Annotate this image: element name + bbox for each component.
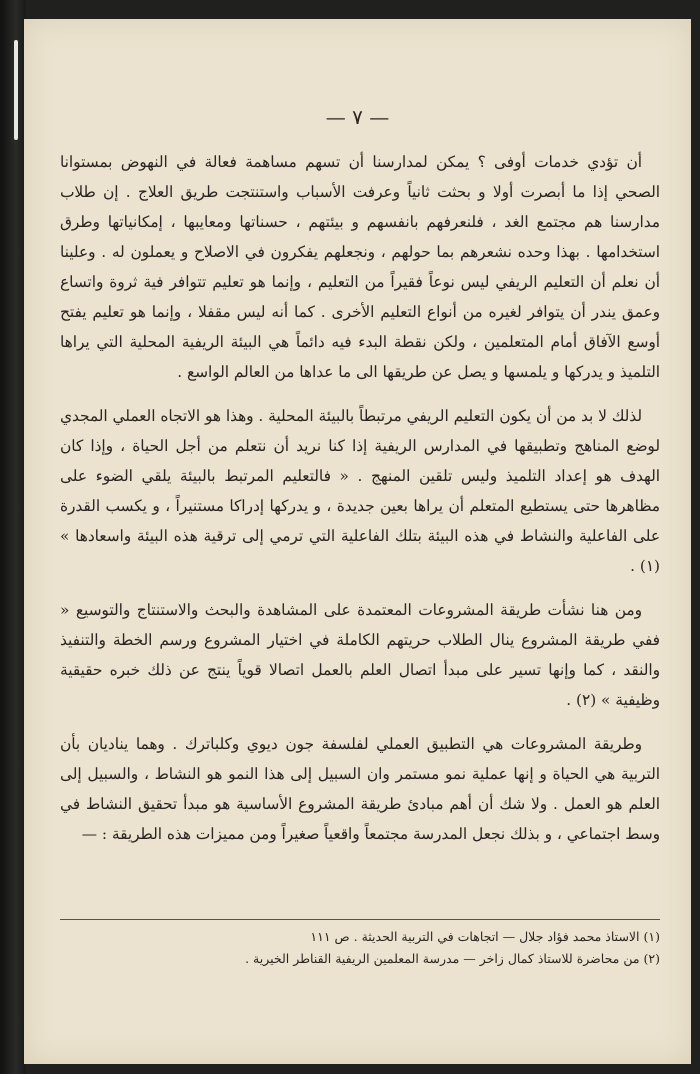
paragraph-1: أن تؤدي خدمات أوفى ؟ يمكن لمدارسنا أن تسهم مساهمة فعالة في النهوض بمستوانا الصحي إذا ما أبصرت أولا و بحثت ثانياً وعرفت الأسباب واستنتجت طريق العلاج . إن طلاب مدارسنا هم مجتمع الغد ، فلنعرفهم بانفسهم و بيئتهم ، حسناتها ومعايبها ، إمكانياتها وطرق استخدامها . بهذا وحده نشعرهم بما حولهم ، ونجعلهم يفكرون في الاصلاح و يعملون له . وعلينا أن نعلم أن التعليم الريفي ليس نوعاً فقيراً من التعليم ، وإنما هو تعليم تتوافر فية ثروة واتساع وعمق يندر أن يتوافر لغيره من أنواع التعليم الأخرى . كما أنه ليس مقفلا ، وإنما هو تعليم يفتح أوسع الآفاق أمام المتعلمين ، ولكن نقطة البدء فيه دائماً هي البيئة الريفية المحلية التي يراها التلميذ و يدركها و يلمسها و يصل عن طريقها الى ما عداها من العالم الواسع .: [60, 153, 660, 381]
book-page: [24, 19, 691, 1064]
footnotes: [60, 926, 660, 970]
footnote-divider: [60, 919, 660, 920]
book-spine: [0, 0, 26, 1074]
spine-highlight: [14, 40, 18, 140]
paragraph-3: ومن هنا نشأت طريقة المشروعات المعتمدة على المشاهدة والبحث والاستنتاج والتوسيع « ففي طريقة المشروع ينال الطلاب حريتهم الكاملة في اختيار المشروع ورسم الخطة والتنفيذ والنقد ، كما وإنها تسير على مبدأ اتصال العلم بالعمل اتصالا قوياً ينتج عن ذلك خبره حقيقية وظيفية » (٢) .: [60, 601, 660, 709]
footnote-1: (١) الاستاذ محمد فؤاد جلال — اتجاهات في التربية الحديثة . ص ١١١: [310, 929, 660, 944]
paragraph-2: لذلك لا بد من أن يكون التعليم الريفي مرتبطاً بالبيئة المحلية . وهذا هو الاتجاه العملي المجدي لوضع المناهج وتطبيقها في المدارس الريفية إذا كنا نريد أن نتعلم من أجل الحياة ، وإذا كان الهدف هو إعداد التلميذ وليس تلقين المنهج . « فالتعليم المرتبط بالبيئة يلقي الضوء على مظاهرها حتى يستطيع المتعلم أن يراها بعين جديدة ، و يدركها إدراكا مستنيراً ، و يكسب القدرة على الفاعلية والنشاط في هذه البيئة بتلك الفاعلية التي ترمي إلى ترقية هذه البيئة واسعادها » (١) .: [60, 407, 660, 575]
body-text: [60, 147, 660, 849]
page-number: — ٧ —: [325, 105, 390, 129]
paragraph-4: وطريقة المشروعات هي التطبيق العملي لفلسفة جون ديوي وكلباترك . وهما يناديان بأن التربية هي الحياة و إنها عملية نمو مستمر وان السبيل إلى هذا النمو هو النشاط ، والسبيل إلى العلم هو العمل . ولا شك أن أهم مبادئ طريقة المشروع الأساسية هو مبدأ تحقيق النشاط في وسط اجتماعي ، و بذلك نجعل المدرسة مجتمعاً واقعياً صغيراً ومن مميزات هذه الطريقة : —: [60, 735, 660, 843]
footnote-2: (٢) من محاضرة للاستاذ كمال زاخر — مدرسة المعلمين الريفية القناطر الخيرية .: [245, 951, 660, 966]
